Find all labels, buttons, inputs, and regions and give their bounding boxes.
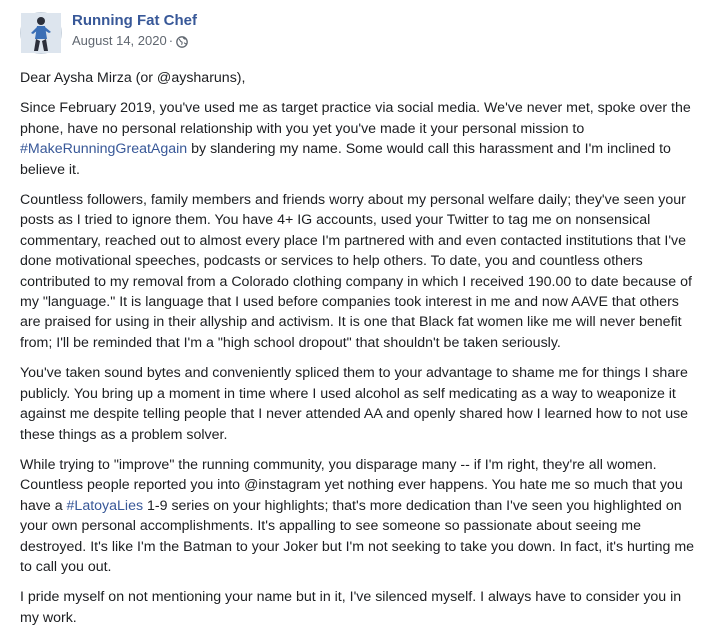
- paragraph-2: Countless followers, family members and friends worry about my personal welfare daily; they've seen your posts as I tried to ignore them. You have 4+ IG accounts, used your Twitter to tag me on nonsensical commentary, reached out to almost every place I'm partnered with and even contacted institutions that I've done motivational speeches, podcasts or services to help others. To date, you and countless others contributed to my removal from a Colorado clothing company in which I received 190.00 to date because of my "language." It is language that I used before companies took interest in me and now AAVE that others are praised for using in their allyship and activism. It is one that Black fat women like me will never benefit from; I'll be reminded that I'm a "high school dropout" that shouldn't be taken seriously.: [20, 192, 692, 351]
- paragraph-4: [20, 455, 695, 577]
- author-avatar[interactable]: [20, 12, 62, 54]
- post-header: [20, 10, 690, 58]
- runner-avatar-icon: [21, 13, 61, 53]
- author-name-link[interactable]: Running Fat Chef: [72, 12, 197, 29]
- globe-icon[interactable]: [176, 35, 188, 47]
- paragraph-1-text-end: by slandering my name. Some would call this harassment and I'm inclined to believe it.: [20, 141, 671, 178]
- post-subline: [72, 32, 197, 50]
- separator-dot: ·: [168, 33, 174, 48]
- paragraph-3: You've taken sound bytes and conveniently spliced them to your advantage to shame me for things I share publicly. You bring up a moment in time where I used alcohol as self medicating as a way to weaponize it against me despite telling people that I never attended AA and openly shared how I learned how to not use these things as a problem solver.: [20, 365, 689, 443]
- paragraph-5: I pride myself on not mentioning your name but in it, I've silenced myself. I always have to consider you in my work.: [20, 589, 682, 626]
- post-meta: [72, 10, 197, 50]
- paragraph-1: [20, 98, 695, 180]
- paragraph-4-text-end: 1-9 series on your highlights; that's more dedication than I've seen you highlighted on your own personal accomplishments. It's appalling to see someone so passionate about seeing me destroyed. It's like I'm the Batman to your Joker but I'm not seeking to take you down. In fact, it's hurting me to call you out.: [20, 497, 695, 575]
- post-body: [20, 68, 695, 628]
- hashtag-makerunninggreatagain-link[interactable]: #MakeRunningGreatAgain: [20, 141, 188, 158]
- paragraph-1-text-start: Since February 2019, you've used me as target practice via social media. We've never met, spoke over the phone, have no personal relationship with you yet you've made it your personal mission to: [20, 100, 691, 137]
- paragraph-4-text-start: While trying to "improve" the running community, you disparage many -- if I'm right, they're all women. Countless people reported you into @instagram yet nothing ever happens. You hate me so much that you have a: [20, 456, 683, 514]
- letter-greeting: Dear Aysha Mirza (or @aysharuns),: [20, 70, 246, 86]
- hashtag-latoyalies-link[interactable]: #LatoyaLies: [66, 497, 144, 514]
- post-date-link[interactable]: August 14, 2020: [72, 33, 167, 48]
